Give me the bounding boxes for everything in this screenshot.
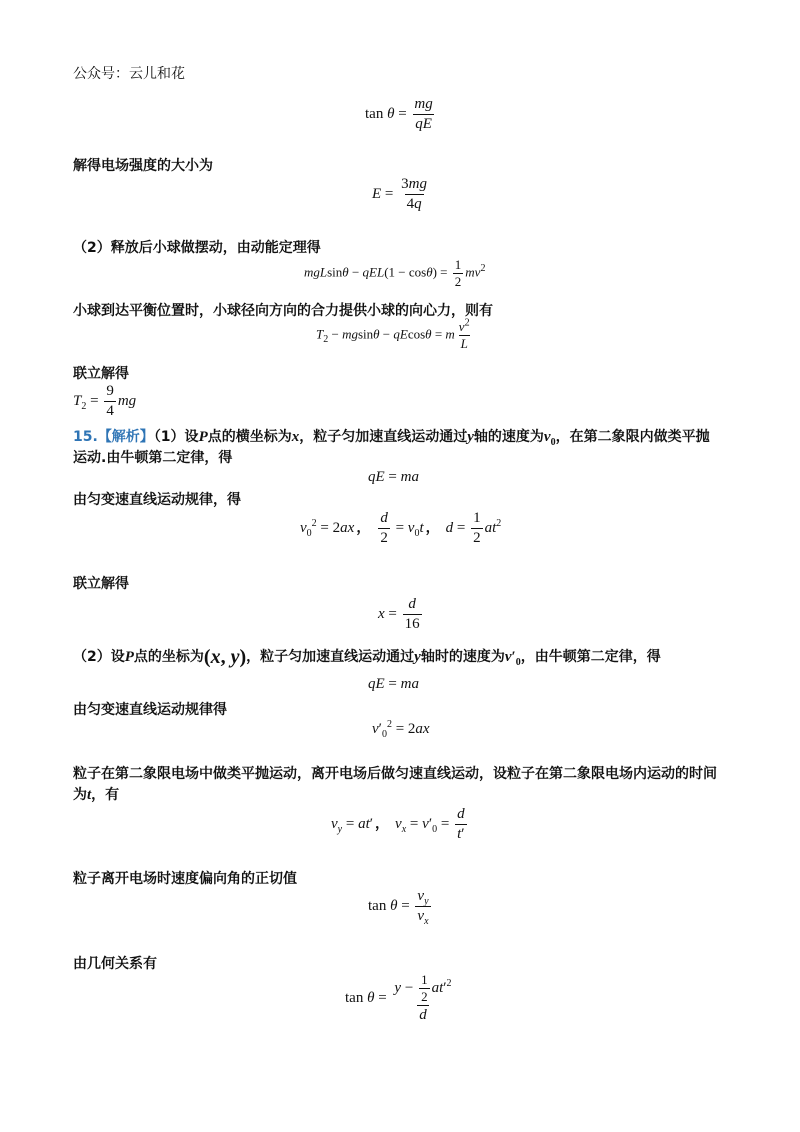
part-2-line: （2）设P点的坐标为(x, y)，粒子匀加速直线运动通过y轴时的速度为$v'_0$，由牛顿第二定律，得 xyxy=(73,646,661,668)
equation-e-field: E = $\frac{3mg}{4q}$ xyxy=(372,176,427,212)
text-line: 解得电场强度的大小为 xyxy=(73,158,213,174)
text-line: 小球到达平衡位置时，小球径向方向的合力提供小球的向心力，则有 xyxy=(73,303,493,319)
equation-energy: mgLsinθ − qEL(1 − cosθ) = $\frac{1}{2}$ $mv^2$ xyxy=(304,257,486,289)
text-line: 由匀变速直线运动规律，得 xyxy=(73,492,241,508)
page-header: 公众号：云儿和花 xyxy=(73,66,185,82)
equation-tan-theta-1: tan θ = $\frac{mg}{qE}$ xyxy=(365,96,433,132)
text-line: 为t，有 xyxy=(73,787,120,803)
text-line: 联立解得 xyxy=(73,366,129,382)
equation-tan-theta-geometry: tan θ = y − $\frac{1}{2}$ $at'^2$ d xyxy=(345,972,452,1023)
equation-tension: $T_2 - mgsin\theta - qEcos\theta = m$ $\frac{v^2}{L}$ xyxy=(316,317,470,351)
text-line: 由匀变速直线运动规律得 xyxy=(73,702,227,718)
text-line: （2）释放后小球做摆动，由动能定理得 xyxy=(73,240,321,256)
text-line: 粒子在第二象限电场中做类平抛运动，离开电场后做匀速直线运动，设粒子在第二象限电场内运动的时间 xyxy=(73,766,717,782)
equation-kinematics: $v_0^2 = 2ax$ ， $\frac{d}{2}$ = $v_0t$ ， d = $\frac{1}{2}$ $at^2$ xyxy=(300,510,502,546)
question-15-line-2: 运动.由牛顿第二定律，得 xyxy=(73,450,233,466)
text-line: 联立解得 xyxy=(73,576,129,592)
equation-x-result: x = $\frac{d}{16}$ xyxy=(378,596,420,632)
equation-newton-1: qE = ma xyxy=(368,469,419,485)
analysis-tag: 【解析】 xyxy=(97,429,154,445)
equation-t2-result: $T_2$ = $\frac{9}{4}$ mg xyxy=(73,383,137,419)
text-line: 由几何关系有 xyxy=(73,956,157,972)
equation-tan-theta-2: tan θ = $\frac{v_y}{v_x}$ xyxy=(368,888,429,927)
text-line: 粒子离开电场时速度偏向角的正切值 xyxy=(73,871,297,887)
question-number: 15. xyxy=(73,429,98,445)
equation-v0-prime: $v'_0^2 = 2ax$ xyxy=(372,719,430,740)
question-15-line-1: 15.【解析】（1）设P点的横坐标为x，粒子匀加速直线运动通过y轴的速度为$v_0$，在第二象限内做类平抛 xyxy=(73,429,710,448)
equation-velocity-components: $v_y = at'$ ， $v_x = v'_0$ = $\frac{d}{t'}$ xyxy=(331,806,465,842)
equation-newton-2: qE = ma xyxy=(368,676,419,692)
